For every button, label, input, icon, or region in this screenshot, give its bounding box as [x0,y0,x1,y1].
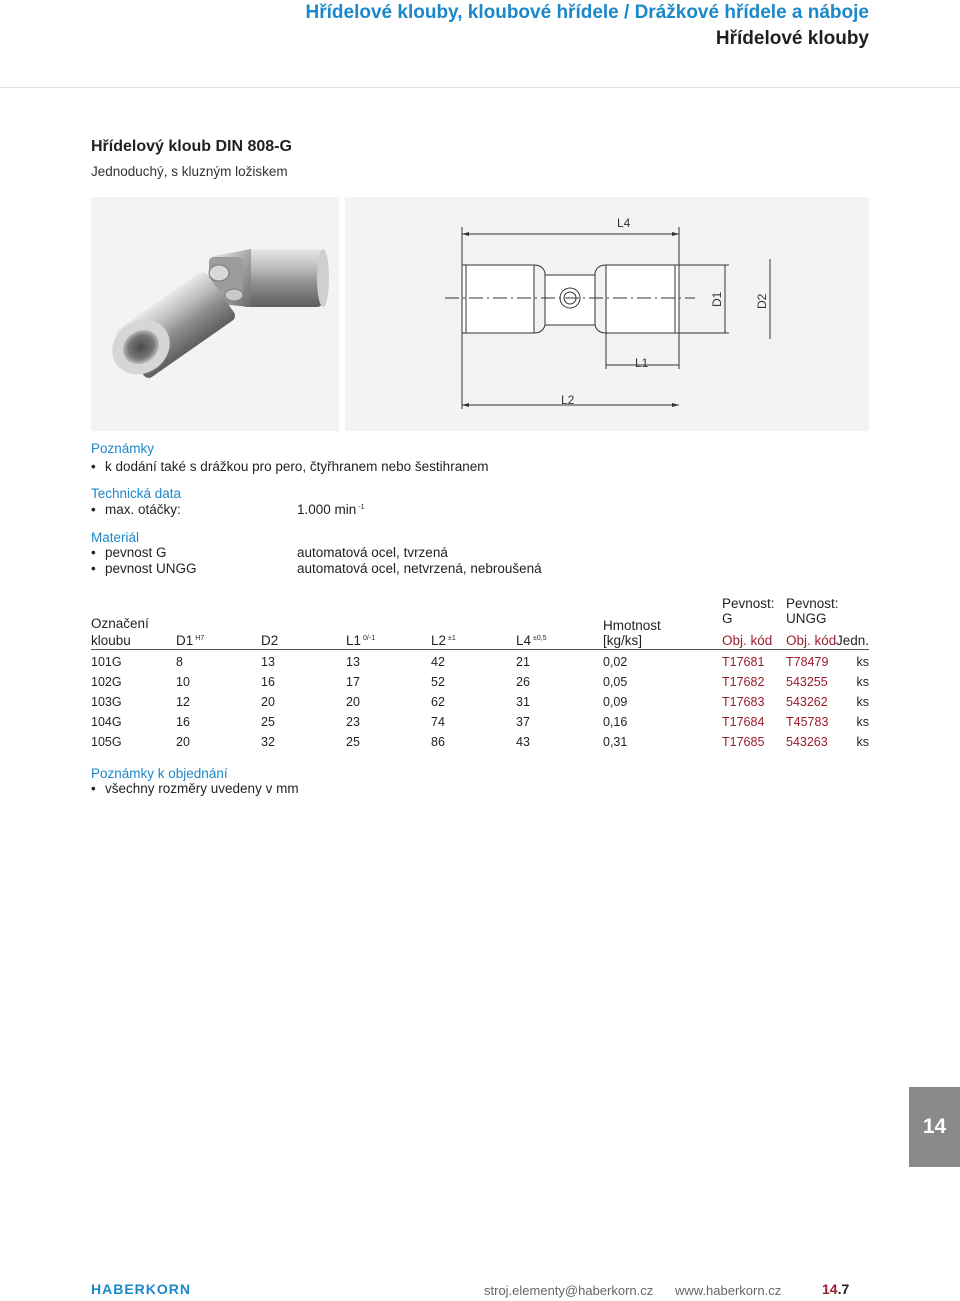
th-pevnost-g: Pevnost: [722,596,775,611]
table-cell: 20 [346,695,360,709]
table-cell: 13 [261,655,275,669]
th-obj-kod-ungg: Obj. kód [786,633,837,648]
table-cell: 16 [176,715,190,729]
table-cell: ks [856,655,869,669]
table-cell: 17 [346,675,360,689]
table-cell[interactable]: T78479 [786,655,829,669]
material-value-g: automatová ocel, tvrzená [297,545,448,560]
table-cell: 0,02 [603,655,628,669]
table-cell: 32 [261,735,275,749]
footer-web[interactable]: www.haberkorn.cz [675,1283,782,1298]
table-cell: 8 [176,655,183,669]
table-cell: 10 [176,675,190,689]
table-cell: 102G [91,675,122,689]
table-row [91,715,869,735]
table-cell[interactable]: T17681 [722,655,765,669]
table-cell: 13 [346,655,360,669]
table-cell: 16 [261,675,275,689]
th-hmotnost-unit: [kg/ks] [603,633,643,648]
table-cell[interactable]: T17684 [722,715,765,729]
chapter-tab: 14 [909,1087,960,1167]
table-cell: 105G [91,735,122,749]
label-l4: L4 [617,216,631,230]
table-cell: 37 [516,715,530,729]
table-cell: 25 [346,735,360,749]
table-cell: 25 [261,715,275,729]
material-heading: Materiál [91,530,140,545]
table-cell: ks [856,695,869,709]
universal-joint-photo [91,197,339,431]
label-d2: D2 [755,293,769,309]
table-cell: ks [856,675,869,689]
label-l2: L2 [561,393,575,407]
product-subtitle: Jednoduchý, s kluzným ložiskem [91,164,288,179]
page-header [0,0,960,88]
table-cell: 26 [516,675,530,689]
table-cell: 86 [431,735,445,749]
table-row [91,675,869,695]
table-cell: 0,05 [603,675,628,689]
subcategory-title: Hřídelové klouby [715,28,869,49]
table-cell[interactable]: T17685 [722,735,765,749]
material-item-ungg: • pevnost UNGG [91,561,197,576]
th-oznaceni: Označení [91,616,149,631]
table-cell[interactable]: T17682 [722,675,765,689]
table-cell: 43 [516,735,530,749]
table-row [91,695,869,715]
product-title: Hřídelový kloub DIN 808-G [91,138,292,155]
table-cell: 0,09 [603,695,628,709]
technical-drawing [345,197,869,431]
table-cell: 52 [431,675,445,689]
table-cell[interactable]: 543262 [786,695,828,709]
label-d1: D1 [710,291,724,307]
table-cell: 103G [91,695,122,709]
label-l1: L1 [635,356,649,370]
table-cell[interactable]: T45783 [786,715,829,729]
tech-item: • max. otáčky: [91,502,181,517]
th-hmotnost: Hmotnost [603,618,661,633]
th-pevnost-ungg2: UNGG [786,611,827,626]
table-row [91,655,869,675]
material-item-g: • pevnost G [91,545,167,560]
table-cell[interactable]: T17683 [722,695,765,709]
tech-heading: Technická data [91,486,182,501]
table-cell: ks [856,715,869,729]
table-cell: 12 [176,695,190,709]
table-divider [91,649,869,650]
th-l4: L4 $^{\pm 0,5}$ [516,633,547,648]
order-notes-heading: Poznámky k objednání [91,766,228,781]
table-cell: 20 [176,735,190,749]
table-cell: 0,31 [603,735,628,749]
table-cell: ks [856,735,869,749]
table-cell: 74 [431,715,445,729]
table-cell: 31 [516,695,530,709]
page-number: 14.7 [822,1281,850,1297]
table-cell: 20 [261,695,275,709]
th-pevnost-ungg: Pevnost: [786,596,839,611]
tech-value: 1.000 min $^{-1}$ [297,502,365,517]
order-notes-item: • všechny rozměry uvedeny v mm [91,781,299,796]
table-cell: 101G [91,655,122,669]
category-title: Hřídelové klouby, kloubové hřídele / Drážkové hřídele a náboje [305,2,869,23]
th-l2: L2 $^{\pm 1}$ [431,633,456,648]
table-row [91,735,869,755]
table-cell: 21 [516,655,530,669]
table-cell: 23 [346,715,360,729]
dimension-drawing [345,197,869,431]
table-cell: 104G [91,715,122,729]
th-jedn: Jedn. [835,633,869,648]
notes-item: • k dodání také s drážkou pro pero, čtyřhranem nebo šestihranem [91,459,489,474]
th-obj-kod-g: Obj. kód [722,633,773,648]
table-cell[interactable]: 543263 [786,735,828,749]
notes-heading: Poznámky [91,441,155,456]
table-cell[interactable]: 543255 [786,675,828,689]
th-d1: D1 $^{H7}$ [176,633,205,648]
material-value-ungg: automatová ocel, netvrzená, nebroušená [297,561,542,576]
haberkorn-logo: HABERKORN [91,1281,191,1297]
product-photo [91,197,339,431]
th-l1: L1 $^{0/-1}$ [346,633,376,648]
table-cell: 0,16 [603,715,628,729]
th-d2: D2 [261,633,279,648]
footer-email[interactable]: stroj.elementy@haberkorn.cz [484,1283,654,1298]
table-cell: 42 [431,655,445,669]
th-pevnost-g2: G [722,611,733,626]
th-kloubu: kloubu [91,633,131,648]
table-cell: 62 [431,695,445,709]
